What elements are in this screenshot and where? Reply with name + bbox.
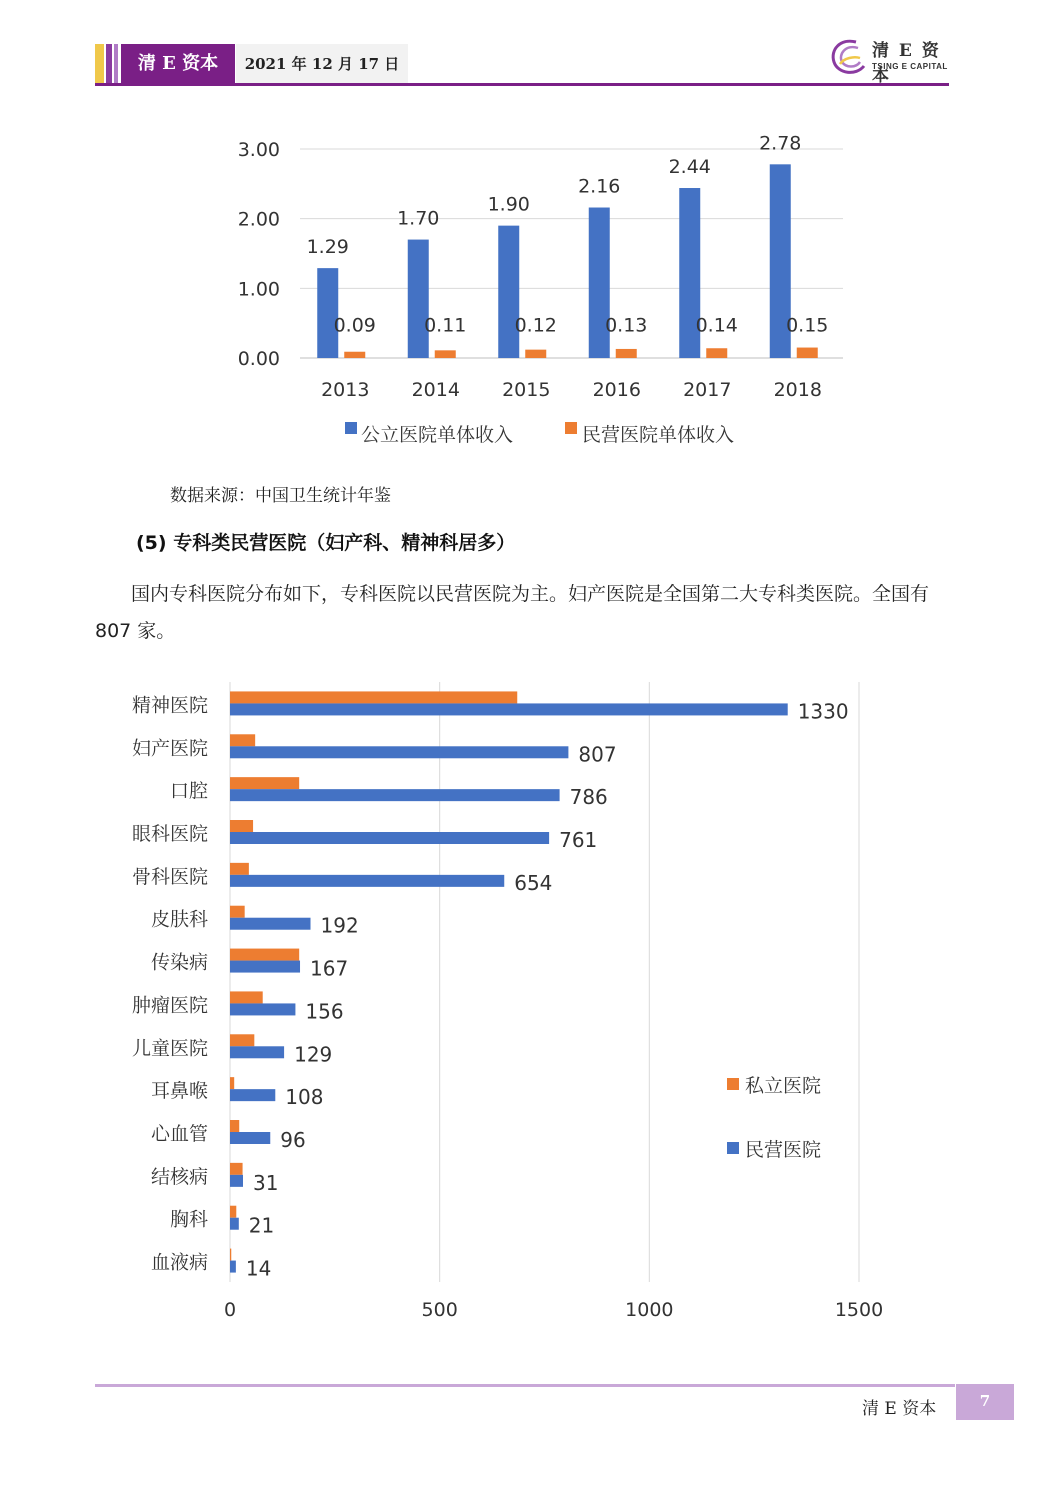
data-label: 0.09 — [333, 314, 376, 337]
logo-english-name: TSING E CAPITAL — [872, 62, 948, 71]
data-label: 1.29 — [306, 236, 349, 259]
x-tick-label: 2014 — [411, 379, 460, 401]
data-label: 786 — [569, 785, 608, 810]
section-subheading: (5) 专科类民营医院（妇产科、精神科居多） — [136, 532, 516, 554]
footer-brand: 清 E 资本 — [862, 1399, 937, 1419]
y-category-label: 结核病 — [150, 1165, 208, 1188]
legend-swatch-private — [727, 1078, 739, 1090]
bar-private-口腔 — [230, 777, 299, 789]
legend-label-public: 公立医院单体收入 — [361, 424, 514, 446]
y-category-label: 骨科医院 — [131, 865, 208, 888]
bar-public-2015 — [498, 226, 519, 358]
y-tick-label: 2.00 — [237, 208, 280, 231]
logo-swirl-icon — [826, 34, 872, 80]
bar-private-心血管 — [230, 1120, 239, 1132]
y-category-label: 精神医院 — [131, 694, 208, 717]
bar-minying-耳鼻喉 — [230, 1089, 275, 1101]
bar-private-精神医院 — [230, 691, 517, 703]
y-tick-label: 1.00 — [237, 278, 280, 301]
bar-private-妇产医院 — [230, 734, 255, 746]
y-tick-label: 0.00 — [237, 348, 280, 370]
x-tick-label: 2013 — [321, 379, 370, 401]
bar-private-肿瘤医院 — [230, 991, 263, 1003]
x-tick-label: 0 — [223, 1299, 237, 1321]
bar-private-传染病 — [230, 949, 299, 961]
bar-minying-皮肤科 — [230, 918, 311, 930]
data-label: 761 — [559, 828, 598, 852]
bar-private-骨科医院 — [230, 863, 249, 875]
x-tick-label: 2016 — [592, 379, 641, 401]
data-label: 192 — [320, 913, 359, 938]
data-label: 167 — [310, 956, 349, 981]
specialty-hospital-bar-chart — [100, 670, 900, 1330]
bar-minying-心血管 — [230, 1132, 270, 1144]
income-bar-chart — [220, 130, 860, 460]
bar-private-2016 — [616, 349, 637, 358]
y-category-label: 口腔 — [169, 780, 208, 803]
y-category-label: 心血管 — [150, 1123, 208, 1145]
legend-swatch-public — [345, 422, 357, 434]
data-label: 1.70 — [397, 207, 440, 230]
bar-private-2015 — [525, 350, 546, 358]
data-label: 2.44 — [668, 156, 711, 179]
data-label: 0.13 — [605, 314, 648, 337]
bar-private-2018 — [797, 348, 818, 358]
data-label: 0.12 — [514, 314, 557, 337]
bar-private-2013 — [344, 352, 365, 358]
footer-divider — [95, 1384, 955, 1387]
y-category-label: 儿童医院 — [131, 1037, 208, 1060]
data-label: 654 — [514, 870, 553, 895]
legend-swatch-minying — [727, 1142, 739, 1154]
bar-minying-口腔 — [230, 789, 560, 801]
bar-minying-结核病 — [230, 1175, 243, 1187]
header-accent-lavender — [114, 44, 118, 84]
y-category-label: 胸科 — [169, 1208, 208, 1231]
legend-swatch-private — [565, 422, 577, 434]
data-label: 156 — [305, 999, 344, 1024]
x-tick-label: 1500 — [834, 1299, 884, 1321]
page-number: 7 — [956, 1384, 1014, 1420]
header-accent-yellow — [95, 44, 104, 84]
data-label: 2.78 — [759, 132, 802, 155]
bar-private-儿童医院 — [230, 1034, 254, 1046]
y-category-label: 妇产医院 — [131, 737, 208, 760]
bar-private-结核病 — [230, 1163, 243, 1175]
data-label: 1330 — [797, 699, 849, 724]
bar-minying-传染病 — [230, 961, 300, 973]
bar-minying-精神医院 — [230, 703, 788, 715]
header-date: 2021 年 12 月 17 日 — [236, 44, 408, 84]
header-accent-purple — [106, 44, 112, 84]
bar-public-2014 — [408, 240, 429, 358]
header-brand: 清 E 资本 — [121, 44, 235, 84]
data-label: 129 — [294, 1042, 333, 1067]
y-tick-label: 3.00 — [237, 139, 280, 161]
header-divider — [95, 83, 949, 86]
data-label: 31 — [252, 1170, 279, 1195]
data-label: 0.15 — [786, 314, 829, 337]
bar-private-胸科 — [230, 1206, 236, 1218]
y-category-label: 眼科医院 — [131, 823, 208, 845]
bar-minying-血液病 — [230, 1261, 236, 1273]
x-tick-label: 500 — [421, 1299, 458, 1321]
bar-private-皮肤科 — [230, 906, 245, 918]
data-source-note: 数据来源：中国卫生统计年鉴 — [170, 486, 391, 506]
bar-minying-胸科 — [230, 1218, 239, 1230]
x-tick-label: 2017 — [683, 379, 732, 401]
data-label: 21 — [248, 1213, 275, 1238]
data-label: 108 — [285, 1085, 324, 1110]
y-category-label: 传染病 — [150, 951, 208, 974]
bar-private-2014 — [435, 350, 456, 358]
body-paragraph: 国内专科医院分布如下，专科医院以民营医院为主。妇产医院是全国第二大专科类医院。全国有 807 家。 — [95, 583, 930, 642]
data-label: 807 — [578, 742, 617, 767]
bar-private-2017 — [706, 348, 727, 358]
y-category-label: 肿瘤医院 — [131, 994, 208, 1017]
bar-private-耳鼻喉 — [230, 1077, 234, 1089]
bar-minying-骨科医院 — [230, 875, 504, 887]
data-label: 96 — [280, 1128, 306, 1152]
legend-label-minying: 民营医院 — [745, 1139, 822, 1161]
bar-minying-妇产医院 — [230, 746, 568, 758]
y-category-label: 皮肤科 — [150, 908, 208, 931]
bar-minying-肿瘤医院 — [230, 1003, 295, 1015]
y-category-label: 血液病 — [150, 1251, 208, 1274]
bar-private-眼科医院 — [230, 820, 253, 832]
x-tick-label: 2018 — [773, 379, 822, 401]
bar-public-2013 — [317, 268, 338, 358]
data-label: 1.90 — [487, 193, 530, 216]
logo-chinese-name: 清 E 资本 — [872, 41, 941, 86]
y-category-label: 耳鼻喉 — [150, 1080, 208, 1103]
data-label: 0.11 — [424, 314, 467, 337]
legend-label-private: 民营医院单体收入 — [582, 424, 735, 446]
data-label: 2.16 — [578, 175, 621, 198]
x-tick-label: 2015 — [502, 379, 551, 401]
bar-minying-儿童医院 — [230, 1046, 284, 1058]
bar-private-血液病 — [230, 1249, 231, 1261]
bar-minying-眼科医院 — [230, 832, 549, 844]
company-logo — [826, 34, 952, 86]
data-label: 14 — [245, 1256, 272, 1281]
legend-label-private: 私立医院 — [745, 1075, 822, 1097]
x-tick-label: 1000 — [625, 1299, 674, 1321]
data-label: 0.14 — [695, 314, 738, 337]
